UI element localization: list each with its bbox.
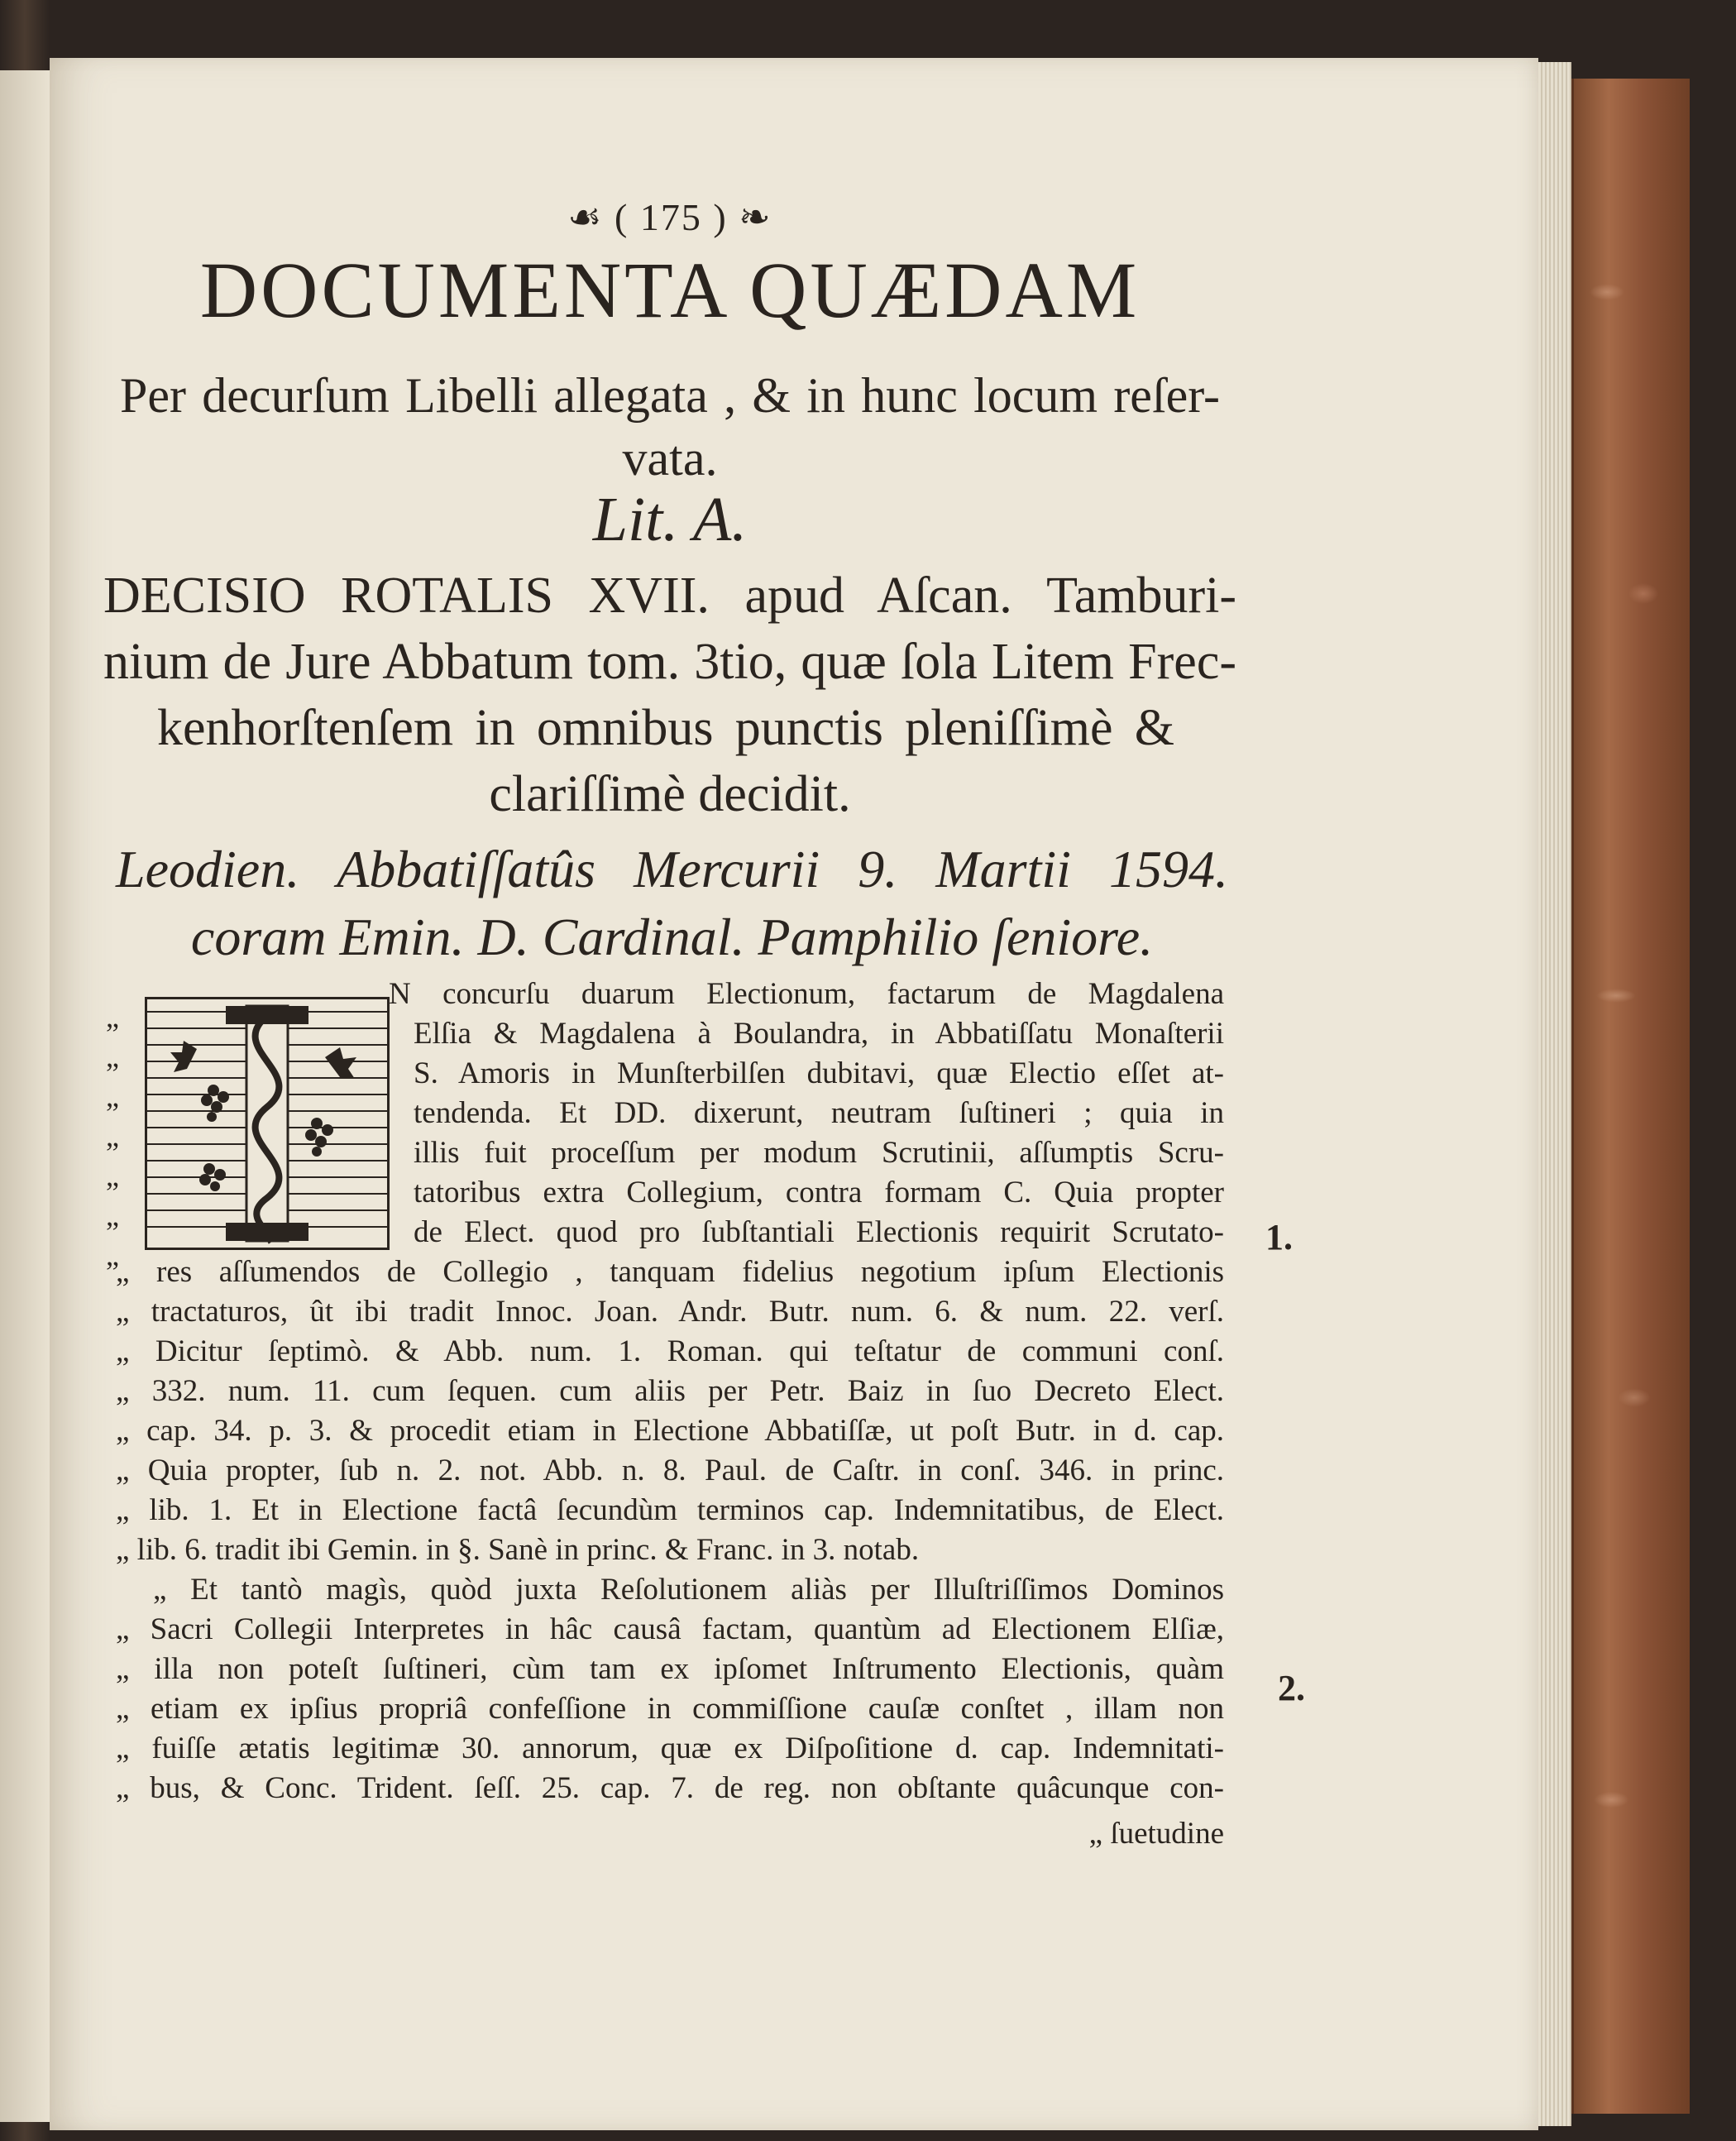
text-line: „ Et tantò magìs, quòd juxta Reſolutionem aliàs per Illuſtriſſimos Dominos (153, 1573, 1224, 1607)
text-line: N concurſu duarum Electionum, factarum de Magdalena (389, 977, 1224, 1011)
ornament-left-icon: ☙ (567, 196, 604, 238)
decisio-line: DECISIO ROTALIS XVII. apud Aſcan. Tamburi- (103, 568, 1236, 624)
page-number (529, 194, 811, 239)
text-line: „ Quia propter, ſub n. 2. not. Abb. n. 8. Paul. de Caſtr. in conſ. 346. in princ. (116, 1454, 1224, 1487)
text-line: „ tractaturos, ût ibi tradit Innoc. Joan. Andr. Butr. num. 6. & num. 22. verſ. (116, 1295, 1224, 1329)
decisio-heading (103, 563, 1236, 827)
body-paragraph (116, 1253, 1224, 1808)
quote-mark: „ (106, 1159, 119, 1192)
text-line: „ res aſſumendos de Collegio , tanquam fidelius negotium ipſum Electionis (116, 1255, 1224, 1289)
quote-mark: „ (106, 1199, 119, 1232)
decisio-line: clariſſimè decidit. (489, 766, 851, 822)
decisio-line: nium de Jure Abbatum tom. 3tio, quæ ſola Litem Frec- (103, 634, 1236, 690)
quote-mark: „ (106, 1080, 119, 1113)
text-line: tatoribus extra Collegium, contra formam C. Quia propter (414, 1176, 1224, 1209)
decisio-line: kenhorſtenſem in omnibus punctis pleniſſimè & (157, 700, 1174, 756)
text-line: „ Sacri Collegii Interpretes in hâc causâ factam, quantùm ad Electionem Elſiæ, (116, 1612, 1224, 1646)
case-heading-line: coram Emin. D. Cardinal. Pamphilio ſeniore. (190, 908, 1154, 966)
text-line: „ fuiſſe ætatis legitimæ 30. annorum, quæ ex Diſpoſitione d. cap. Indemnitati- (116, 1731, 1224, 1765)
decorated-initial-icon (145, 997, 390, 1250)
quote-mark: „ (106, 1119, 119, 1152)
text-line: „ lib. 1. Et in Electione factâ ſecundùm terminos cap. Indemnitatibus, de Elect. (116, 1493, 1224, 1527)
ornament-right-icon: ❧ (739, 196, 772, 238)
text-line: „ etiam ex ipſius propriâ confeſſione in commiſſione cauſæ conſtet , illam non (116, 1692, 1224, 1726)
drop-cap-paragraph (389, 975, 1224, 1253)
lit-heading: Lit. A. (592, 485, 748, 554)
text-line: „ 332. num. 11. cum ſequen. cum aliis per Petr. Baiz in ſuo Decreto Elect. (116, 1374, 1224, 1408)
decorated-initial-art (147, 999, 387, 1248)
subtitle-line-2: vata. (622, 431, 718, 486)
text-line: „ cap. 34. p. 3. & procedit etiam in Electione Abbatiſſæ, ut poſt Butr. in d. cap. (116, 1414, 1224, 1448)
text-line: Elſia & Magdalena à Boulandra, in Abbatiſſatu Monaſterii (414, 1017, 1224, 1051)
subtitle (120, 364, 1220, 490)
quote-marks-column (106, 997, 139, 1275)
subtitle-line-1: Per decurſum Libelli allegata , & in hunc locum reſer- (120, 368, 1220, 423)
left-page-edge (0, 70, 51, 2122)
quote-mark: „ (106, 1000, 119, 1033)
text-line: „ Dicitur ſeptimò. & Abb. num. 1. Roman. qui teſtatur de communi conſ. (116, 1334, 1224, 1368)
text-line: „ bus, & Conc. Trident. ſeſſ. 25. cap. 7. de reg. non obſtante quâcunque con- (116, 1771, 1224, 1805)
text-line: S. Amoris in Munſterbilſen dubitavi, quæ Electio eſſet at- (414, 1056, 1224, 1090)
page-title: DOCUMENTA QUÆDAM (199, 246, 1141, 334)
page-number-text: ( 175 ) (615, 196, 728, 238)
text-line: de Elect. quod pro ſubſtantiali Electionis requirit Scrutato- (414, 1215, 1224, 1249)
text-line: illis fuit proceſſum per modum Scrutinii, aſſumptis Scru- (414, 1136, 1224, 1170)
catchword: „ ſuetudine (1088, 1817, 1224, 1851)
cover-marbling (1580, 91, 1671, 2101)
text-line: „ illa non poteſt ſuſtineri, cùm tam ex ipſomet Inſtrumento Electionis, quàm (116, 1652, 1224, 1686)
case-heading (116, 836, 1228, 971)
text-line: „ lib. 6. tradit ibi Gemin. in §. Sanè in princ. & Franc. in 3. notab. (116, 1533, 920, 1567)
case-heading-line: Leodien. Abbatiſſatûs Mercurii 9. Martii 1594. (116, 840, 1228, 898)
page-edges (1538, 62, 1571, 2126)
margin-note-2: 2. (1278, 1668, 1305, 1708)
quote-mark: „ (106, 1040, 119, 1073)
quote-mark: „ (106, 1238, 119, 1272)
margin-note-1: 1. (1265, 1217, 1293, 1257)
text-line: tendenda. Et DD. dixerunt, neutram ſuſtineri ; quia in (414, 1096, 1224, 1130)
